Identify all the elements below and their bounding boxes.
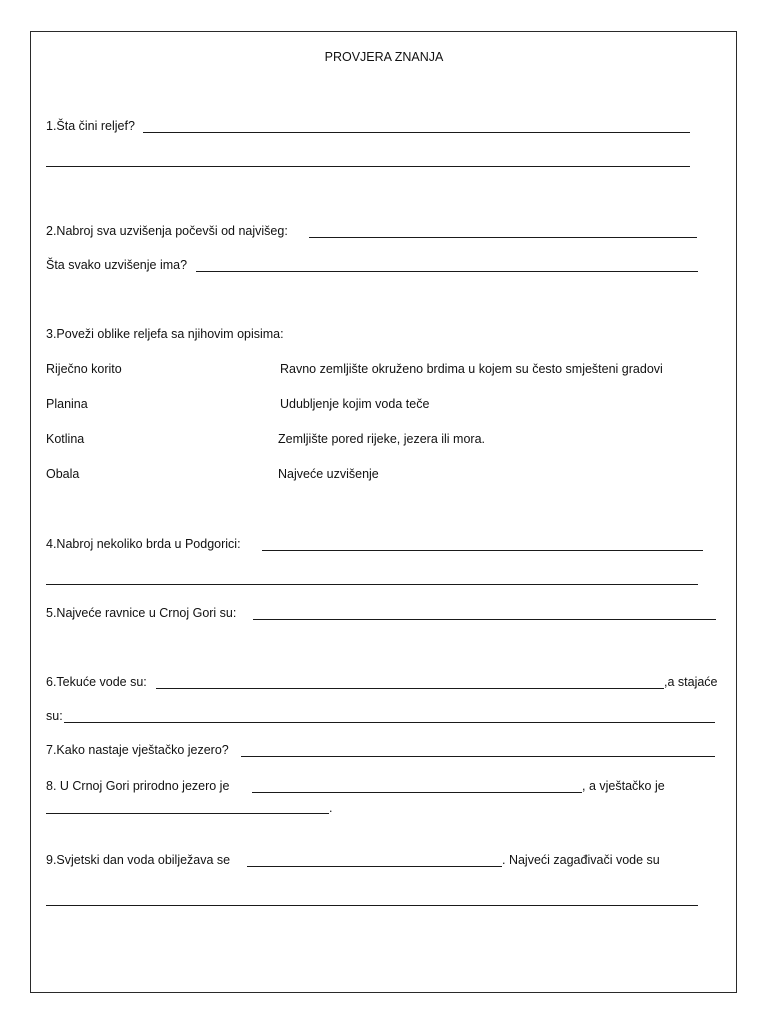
term-item: Riječno korito (46, 362, 122, 376)
question-2-sub-label: Šta svako uzvišenje ima? (46, 258, 188, 272)
answer-line-8a[interactable] (252, 792, 582, 793)
question-1-label: 1.Šta čini reljef? (46, 119, 135, 133)
description-item: Udubljenje kojim voda teče (280, 397, 430, 411)
answer-line-5[interactable] (253, 619, 716, 620)
question-5-label: 5.Najveće ravnice u Crnoj Gori su: (46, 606, 237, 620)
answer-line-2b[interactable] (196, 271, 698, 272)
term-item: Kotlina (46, 432, 85, 446)
question-7-label: 7.Kako nastaje vještačko jezero? (46, 743, 229, 757)
page-title: PROVJERA ZNANJA (324, 50, 444, 64)
question-8-mid-label: , a vještačko je (582, 779, 665, 793)
question-4-label: 4.Nabroj nekoliko brda u Podgorici: (46, 537, 241, 551)
page-border (30, 31, 737, 993)
answer-line-1a[interactable] (143, 132, 690, 133)
answer-line-6b[interactable] (64, 722, 715, 723)
answer-line-9b[interactable] (46, 905, 698, 906)
question-8-label: 8. U Crnoj Gori prirodno jezero je (46, 779, 230, 793)
answer-line-6a[interactable] (156, 688, 664, 689)
question-9-label: 9.Svjetski dan voda obilježava se (46, 853, 231, 867)
answer-line-7[interactable] (241, 756, 715, 757)
question-6-label: 6.Tekuće vode su: (46, 675, 147, 689)
answer-line-2a[interactable] (309, 237, 697, 238)
question-9-mid-label: . Najveći zagađivači vode su (502, 853, 660, 867)
question-6-cont-label: su: (46, 709, 63, 723)
description-item: Najveće uzvišenje (278, 467, 379, 481)
question-2-label: 2.Nabroj sva uzvišenja počevši od najvišeg: (46, 224, 288, 238)
answer-line-4a[interactable] (262, 550, 703, 551)
answer-line-1b[interactable] (46, 166, 690, 167)
description-item: Ravno zemljište okruženo brdima u kojem su često smješteni gradovi (280, 362, 663, 376)
question-8-end-label: . (329, 801, 333, 815)
term-item: Obala (46, 467, 80, 481)
answer-line-9a[interactable] (247, 866, 502, 867)
term-item: Planina (46, 397, 88, 411)
description-item: Zemljište pored rijeke, jezera ili mora. (278, 432, 486, 446)
answer-line-4b[interactable] (46, 584, 698, 585)
question-3-label: 3.Poveži oblike reljefa sa njihovim opisima: (46, 327, 284, 341)
question-6-mid-label: ,a stajaće (664, 675, 718, 689)
answer-line-8b[interactable] (46, 813, 329, 814)
